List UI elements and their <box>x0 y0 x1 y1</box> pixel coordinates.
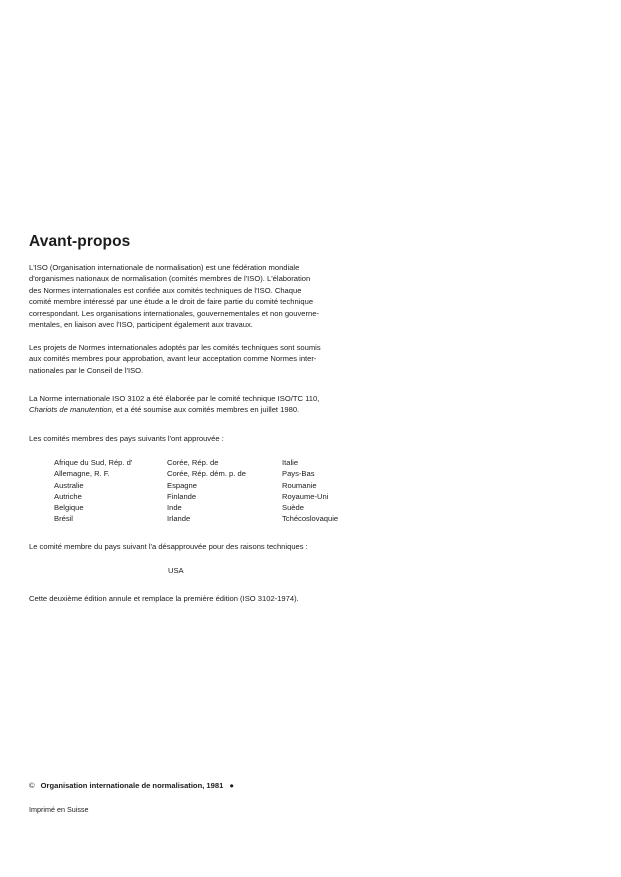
country-column <box>167 457 277 525</box>
copyright-text: Organisation internationale de normalisation, 1981 <box>40 781 224 790</box>
country-column <box>54 457 164 525</box>
country-name: Pays-Bas <box>282 469 315 479</box>
paragraph-line: La Norme internationale ISO 3102 a été élaborée par le comité technique ISO/TC 110, <box>29 394 320 403</box>
paragraph-line: Cette deuxième édition annule et remplace la première édition (ISO 3102-1974). <box>29 594 299 603</box>
disapproval-intro <box>29 541 374 552</box>
bullet-icon: ● <box>229 781 234 790</box>
paragraph-line: correspondant. Les organisations internationales, gouvernementales et non gouverne- <box>29 308 320 318</box>
edition-note <box>29 593 374 604</box>
paragraph-line: Le comité membre du pays suivant l'a désapprouvée pour des raisons techniques : <box>29 542 308 551</box>
paragraph-line: comité membre intéressé par une étude a le droit de faire partie du comité technique <box>29 297 314 307</box>
country-name: Corée, Rép. de <box>167 458 219 467</box>
paragraph-line <box>29 404 374 415</box>
country-name: Afrique du Sud, Rép. d' <box>54 458 133 467</box>
country-name: Brésil <box>54 514 73 524</box>
country-name: Irlande <box>167 514 191 524</box>
standard-paragraph <box>29 393 374 416</box>
country-name: Italie <box>282 458 299 467</box>
paragraph-line: L'ISO (Organisation internationale de normalisation) est une fédération mondiale <box>29 263 300 272</box>
intro-paragraph <box>29 262 374 330</box>
country-column <box>282 457 392 525</box>
country-name: Espagne <box>167 480 197 490</box>
paragraph-line: nationales par le Conseil de l'ISO. <box>29 365 144 375</box>
country-name: Tchécoslovaquie <box>282 514 339 524</box>
drafts-paragraph <box>29 342 374 376</box>
paragraph-text: et a été soumise aux comités membres en juillet 1980. <box>113 405 300 415</box>
country-name: Belgique <box>54 503 84 513</box>
copyright-icon: © <box>29 781 35 790</box>
paragraph-line: d'organismes nationaux de normalisation (comités membres de l'ISO). L'élaboration <box>29 274 311 284</box>
country-name: Suède <box>282 503 304 513</box>
copyright-footer <box>29 781 234 790</box>
country-name: Finlande <box>167 491 197 501</box>
country-name: Autriche <box>54 491 82 501</box>
country-name: Royaume-Uni <box>282 491 329 501</box>
country-name: Roumanie <box>282 480 317 490</box>
approval-intro <box>29 433 374 444</box>
country-name: Australie <box>54 480 84 490</box>
paragraph-line: mentales, en liaison avec l'ISO, participent également aux travaux. <box>29 320 253 330</box>
paragraph-line: des Normes internationales est confiée aux comités techniques de l'ISO. Chaque <box>29 285 302 295</box>
page-title: Avant-propos <box>29 233 131 250</box>
country-name: Inde <box>167 503 182 513</box>
paragraph-line: aux comités membres pour approbation, avant leur acceptation comme Normes inter- <box>29 354 317 364</box>
committee-title: Chariots de manutention, <box>29 405 114 415</box>
country-name: Corée, Rép. dém. p. de <box>167 469 246 479</box>
disapproving-country: USA <box>168 566 184 575</box>
printed-in-note: Imprimé en Suisse <box>29 805 89 814</box>
paragraph-line: Les comités membres des pays suivants l'ont approuvée : <box>29 434 224 443</box>
paragraph-line: Les projets de Normes internationales adoptés par les comités techniques sont soumis <box>29 343 321 352</box>
country-name: Allemagne, R. F. <box>54 469 110 479</box>
